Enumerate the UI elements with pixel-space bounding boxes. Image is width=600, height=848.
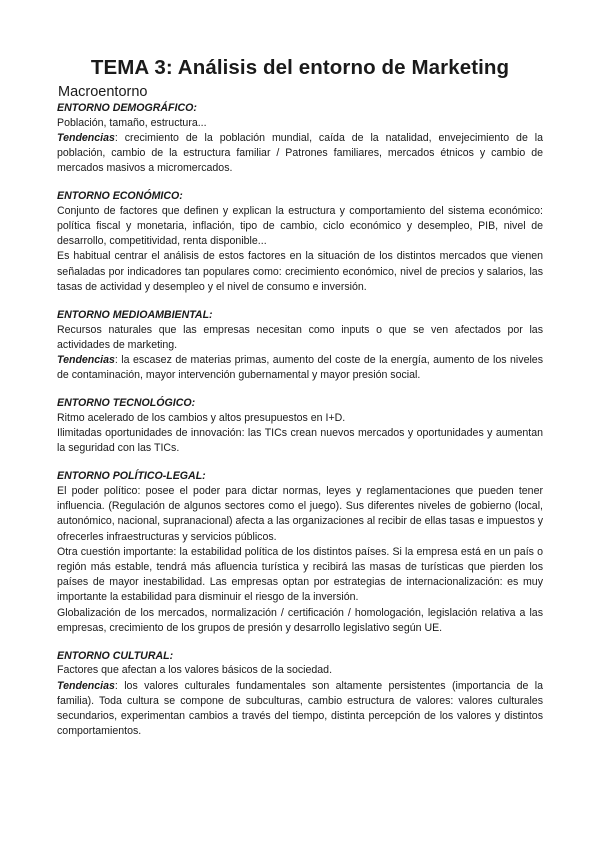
- trend-label: Tendencias: [57, 679, 115, 692]
- section-heading: ENTORNO ECONÓMICO:: [57, 190, 183, 203]
- section-heading: ENTORNO DEMOGRÁFICO:: [57, 102, 197, 114]
- page-title: TEMA 3: Análisis del entorno de Marketing: [90, 56, 510, 79]
- paragraph: Ilimitadas oportunidades de innovación: las TICs crean nuevos mercados y oportunidades y aumentan la seguridad con las TICs.: [57, 427, 543, 455]
- paragraph: Recursos naturales que las empresas necesitan como inputs o que se ven afectados por las actividades de marketing.: [57, 323, 543, 351]
- section-cultural: [57, 650, 543, 740]
- section-tecnologico: [57, 397, 543, 456]
- paragraph: Es habitual centrar el análisis de estos factores en la situación de los distintos mercados que vienen señaladas por indicadores tan populares como: crecimiento económico, nivel de precios y salarios, las tasas de actividad y desempleo y el nivel de consumo e inversión.: [57, 250, 543, 293]
- page-subtitle: Macroentorno: [58, 84, 148, 100]
- section-politico-legal: [57, 470, 543, 636]
- section-demografico: [57, 102, 543, 176]
- paragraph: Población, tamaño, estructura...: [57, 116, 207, 129]
- paragraph: Otra cuestión importante: la estabilidad política de los distintos países. Si la empresa está en un país o región más estable, tendrá más afluencia turística y recibirá las masas de turísticas que pierden los países de mayor inestabilidad. Las empresas optan por estrategias de internacionalización: es muy importante la estabilidad para disminuir el riesgo de la inversión.: [57, 545, 543, 604]
- section-medioambiental: [57, 309, 543, 383]
- section-heading: ENTORNO MEDIOAMBIENTAL:: [57, 309, 213, 322]
- section-economico: [57, 190, 543, 295]
- trend-label: Tendencias: [57, 131, 115, 144]
- trend-text: : los valores culturales fundamentales son altamente persistentes (importancia de la familia). Toda cultura se compone de subculturas, cambio estructura de valores: valores culturales secundarios, experimentan cambios a través del tiempo, distinta percepción de los valores y distintos comportamientos.: [57, 679, 543, 738]
- trend-text: : la escasez de materias primas, aumento del coste de la energía, aumento de los niveles de contaminación, mayor intervención gubernamental y mayor presión social.: [57, 353, 543, 382]
- trend-paragraph: [57, 131, 543, 177]
- trend-paragraph: [57, 679, 543, 740]
- paragraph: El poder político: posee el poder para dictar normas, leyes y reglamentaciones que pueden tener influencia. (Regulación de algunos sectores como el juego). Sus diferentes niveles de gobierno (local, autonómico, nacional, supranacional) afecta a las organizaciones al recibir de ellas tasas e impuestos y ofrecerles infraestructuras y servicios públicos.: [57, 484, 543, 543]
- paragraph: Globalización de los mercados, normalización / certificación / homologación, legislación relativa a las empresas, crecimiento de los grupos de presión y desarrollo legislativo según UE.: [57, 606, 543, 634]
- section-heading: ENTORNO TECNOLÓGICO:: [57, 397, 196, 410]
- trend-label: Tendencias: [57, 353, 115, 366]
- section-heading: ENTORNO CULTURAL:: [57, 649, 174, 662]
- paragraph: Conjunto de factores que definen y explican la estructura y comportamiento del sistema económico: política fiscal y monetaria, inflación, tipo de cambio, ciclo económico y desempleo, PIB, nivel de desarrollo, competitividad, renta disponible...: [57, 204, 543, 248]
- trend-paragraph: [57, 353, 543, 383]
- paragraph: Ritmo acelerado de los cambios y altos presupuestos en I+D.: [57, 411, 346, 424]
- section-heading: ENTORNO POLÍTICO-LEGAL:: [57, 470, 206, 483]
- trend-text: : crecimiento de la población mundial, caída de la natalidad, envejecimiento de la población, cambio de la estructura familiar / Patrones familiares, mercados étnicos y cambio de mercados masivos a micromercados.: [57, 131, 543, 175]
- document-page: [57, 56, 543, 754]
- paragraph: Factores que afectan a los valores básicos de la sociedad.: [57, 664, 333, 677]
